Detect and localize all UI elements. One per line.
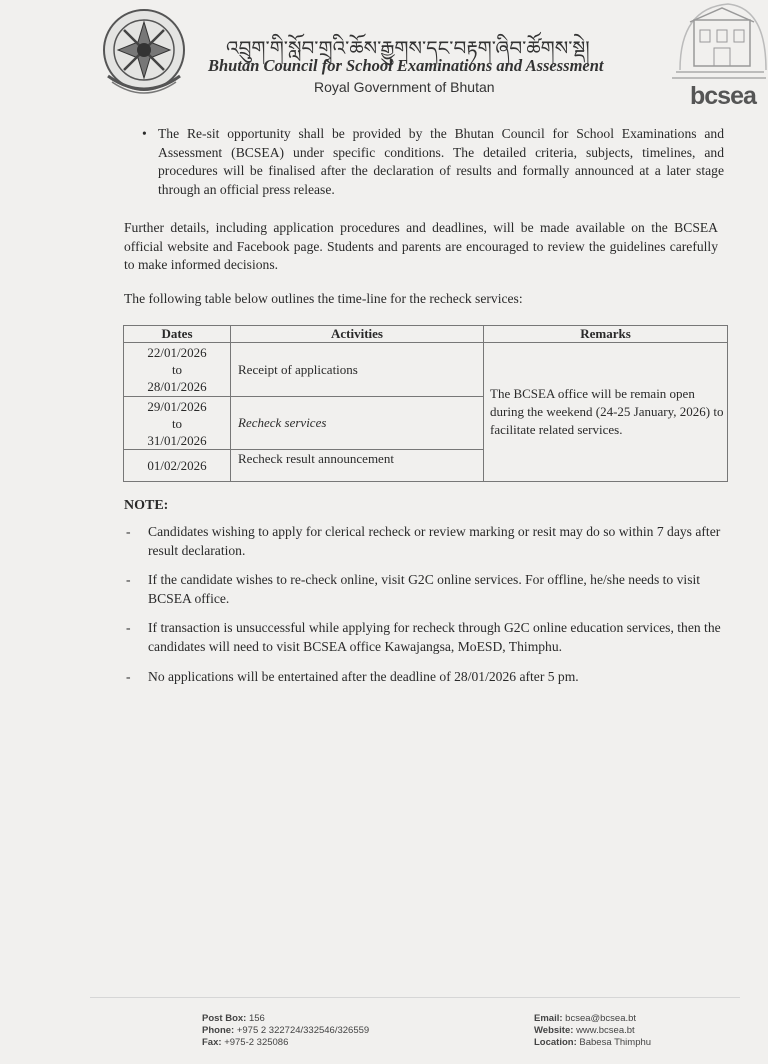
table-header-row bbox=[124, 326, 728, 343]
date-cell bbox=[124, 397, 231, 450]
website-value: www.bcsea.bt bbox=[576, 1025, 635, 1036]
dash-marker: - bbox=[126, 572, 131, 588]
note-text: If the candidate wishes to re-check online, visit G2C online services. For offline, he/she needs to visit BCSEA office. bbox=[148, 572, 701, 606]
council-name: Bhutan Council for School Examinations and Assessment bbox=[208, 56, 604, 75]
note-text: No applications will be entertained after the deadline of 28/01/2026 after 5 pm. bbox=[148, 668, 579, 684]
date-to-word: to bbox=[171, 415, 183, 431]
phone-label: Phone: bbox=[202, 1025, 235, 1036]
remarks-cell: The BCSEA office will be remain open during the weekend (24-25 January, 2026) to facilitate related services. bbox=[484, 343, 728, 482]
table-intro-paragraph: The following table below outlines the time-line for the recheck services: bbox=[124, 291, 523, 306]
dash-marker: - bbox=[126, 620, 131, 636]
date-to: 31/01/2026 bbox=[147, 432, 207, 448]
bcsea-logo-text: bcsea bbox=[690, 82, 756, 110]
list-item bbox=[124, 619, 724, 656]
table-row bbox=[124, 343, 728, 397]
further-details-paragraph: Further details, including application procedures and deadlines, will be made available on the BCSEA official website and Facebook page. Students and parents are encouraged to review the guidelines carefully to make informed decisions. bbox=[124, 220, 718, 273]
email-value: bcsea@bcsea.bt bbox=[565, 1013, 637, 1024]
date-from: 29/01/2026 bbox=[147, 398, 207, 414]
resit-bullet bbox=[144, 125, 724, 199]
date-to-word: to bbox=[171, 362, 183, 377]
location-value: Babesa Thimphu bbox=[579, 1037, 652, 1048]
dash-marker: - bbox=[126, 524, 131, 539]
footer-divider bbox=[90, 997, 740, 998]
note-title: NOTE: bbox=[124, 498, 169, 513]
dzongkha-title: འབྲུག་གི་སློབ་གྲྭའི་ཆོས་རྒྱུགས་དང་བརྟག་ཞིབ་ཚོགས་སྡེ། bbox=[226, 36, 590, 60]
date-cell bbox=[124, 343, 231, 397]
fax-value: +975-2 325086 bbox=[224, 1037, 289, 1048]
header-remarks: Remarks bbox=[484, 326, 728, 343]
email-label: Email: bbox=[534, 1013, 563, 1024]
list-item bbox=[124, 668, 724, 687]
royal-emblem-icon bbox=[98, 6, 190, 98]
note-list bbox=[124, 523, 724, 697]
note-text: If transaction is unsuccessful while applying for recheck through G2C online education services, then the candidates will need to visit BCSEA office Kawajangsa, MoESD, Thimphu. bbox=[148, 620, 721, 654]
footer-contact-left bbox=[202, 1013, 369, 1049]
header-dates: Dates bbox=[124, 326, 231, 343]
bcsea-building-logo-icon bbox=[668, 0, 768, 84]
activity-cell: Receipt of applications bbox=[231, 343, 484, 397]
note-text: Candidates wishing to apply for clerical recheck or review marking or resit may do so within 7 days after result declaration. bbox=[148, 524, 721, 558]
footer-contact-right bbox=[534, 1013, 651, 1049]
government-name: Royal Government of Bhutan bbox=[314, 79, 495, 95]
date-from: 22/01/2026 bbox=[147, 345, 207, 360]
postbox-value: 156 bbox=[248, 1013, 265, 1024]
activity-cell: Recheck result announcement bbox=[231, 450, 484, 482]
list-item bbox=[124, 571, 724, 608]
recheck-timeline-table bbox=[123, 325, 728, 482]
dash-marker: - bbox=[126, 668, 131, 684]
phone-value: +975 2 322724/332546/326559 bbox=[236, 1025, 370, 1036]
website-label: Website: bbox=[534, 1025, 574, 1036]
activity-cell: Recheck services bbox=[231, 397, 484, 450]
resit-bullet-text: The Re-sit opportunity shall be provided by the Bhutan Council for School Examinations and Assessment (BCSEA) under specific conditions. The detailed criteria, subjects, timelines, and procedures will be finalised after the declaration of results and formally announced at a later stage through an official press release. bbox=[158, 126, 724, 197]
postbox-label: Post Box: bbox=[202, 1013, 247, 1024]
bcsea-logo bbox=[668, 0, 768, 110]
fax-label: Fax: bbox=[202, 1037, 222, 1048]
bullet-symbol: • bbox=[142, 126, 147, 141]
date-cell: 01/02/2026 bbox=[124, 450, 231, 482]
date-to: 28/01/2026 bbox=[147, 379, 207, 394]
list-item bbox=[124, 523, 724, 560]
header-activities: Activities bbox=[231, 326, 484, 343]
location-label: Location: bbox=[534, 1037, 577, 1048]
